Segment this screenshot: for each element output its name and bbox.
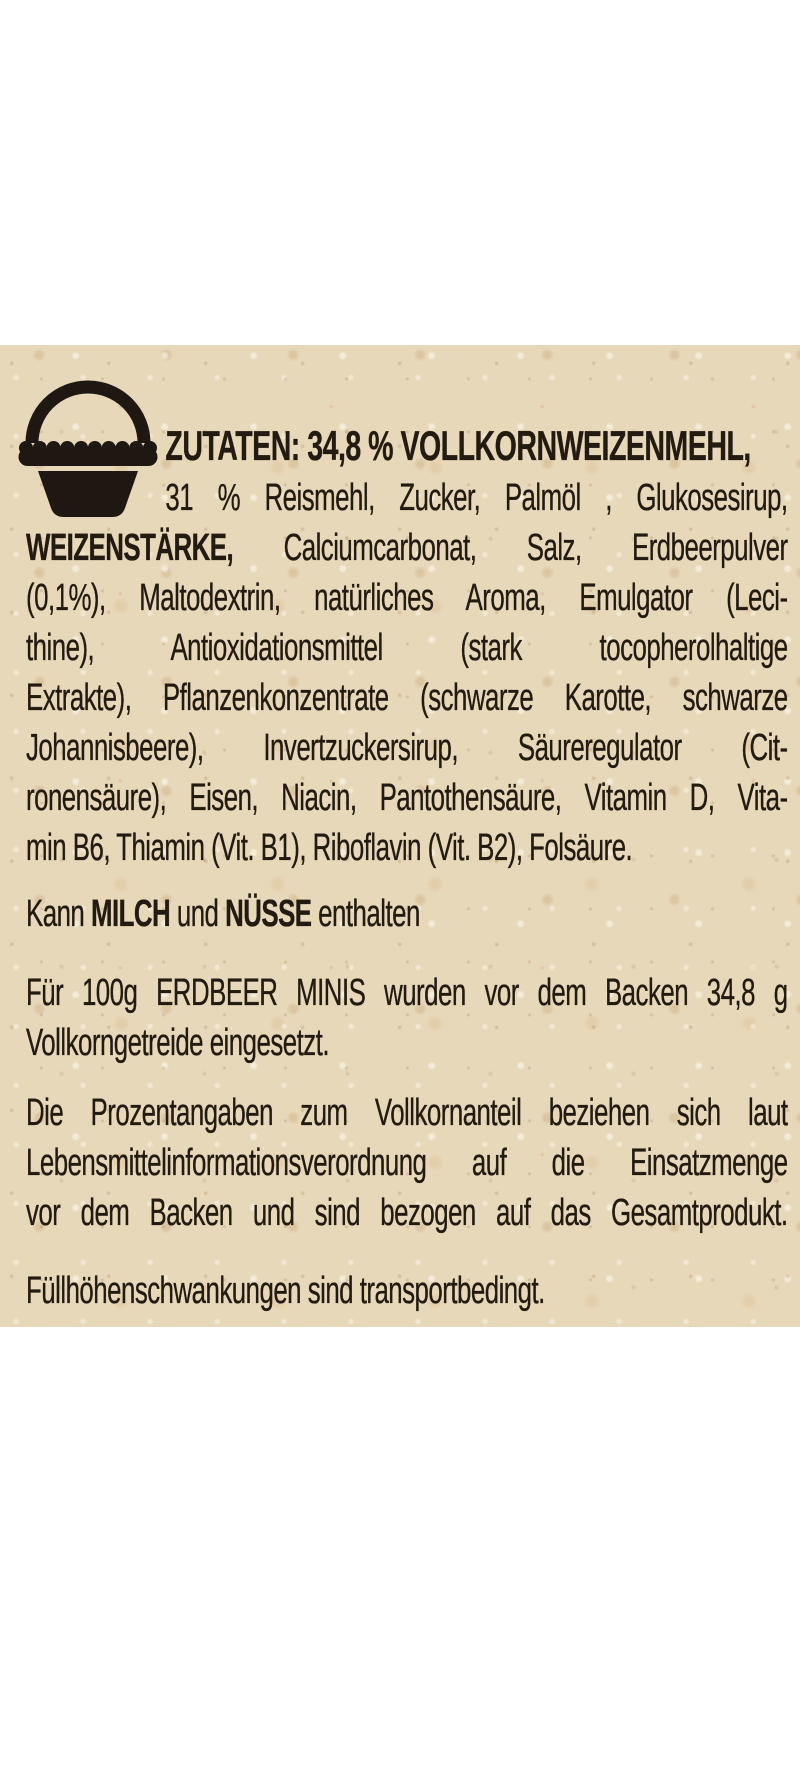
label-text-line: Johannisbeere), Invertzuckersirup, Säureregulator (Cit- (26, 727, 788, 769)
emphasized-text: WEIZENSTÄRKE, (26, 527, 234, 569)
label-text-line: (0,1%), Maltodextrin, natürliches Aroma, Emulgator (Leci- (26, 577, 788, 619)
label-text-line: thine), Antioxidationsmittel (stark tocopherolhaltige (26, 627, 788, 669)
label-paragraph (26, 889, 788, 939)
label-text-line: WEIZENSTÄRKE, Calciumcarbonat, Salz, Erdbeerpulver (26, 527, 788, 569)
label-text-line: vor dem Backen und sind bezogen auf das Gesamtprodukt. (26, 1192, 788, 1234)
label-text-line: Die Prozentangaben zum Vollkornanteil beziehen sich laut (26, 1092, 788, 1134)
label-text-line: Vollkorngetreide eingesetzt. (26, 1022, 329, 1064)
label-text-line: min B6, Thiamin (Vit. B1), Riboflavin (Vit. B2), Folsäure. (26, 827, 633, 869)
label-text-line: Füllhöhenschwankungen sind transportbedingt. (26, 1270, 545, 1312)
label-text-line: ZUTATEN: 34,8 % VOLLKORNWEIZENMEHL, (165, 422, 751, 469)
label-text-line: ronensäure), Eisen, Niacin, Pantothensäure, Vitamin D, Vita- (26, 777, 788, 819)
emphasized-text: NÜSSE (225, 893, 312, 935)
label-paragraph (26, 1266, 788, 1316)
emphasized-text: ZUTATEN: (165, 422, 308, 469)
label-text-line: Lebensmittelinformationsverordnung auf die Einsatzmenge (26, 1142, 788, 1184)
label-paragraph (26, 968, 788, 1068)
emphasized-text: MILCH (90, 893, 171, 935)
label-text-line: Kann MILCH und NÜSSE enthalten (26, 893, 420, 935)
label-text-line: 31 % Reismehl, Zucker, Palmöl , Glukosesirup, (165, 477, 788, 519)
label-text-line: Für 100g ERDBEER MINIS wurden vor dem Backen 34,8 g (26, 972, 788, 1014)
label-text-line: Extrakte), Pflanzenkonzentrate (schwarze Karotte, schwarze (26, 677, 788, 719)
emphasized-text: VOLLKORNWEIZENMEHL, (400, 422, 751, 469)
ingredients-label-panel (0, 345, 800, 1327)
label-paragraph (26, 419, 788, 873)
label-paragraph (26, 1088, 788, 1238)
label-text (26, 419, 788, 1316)
